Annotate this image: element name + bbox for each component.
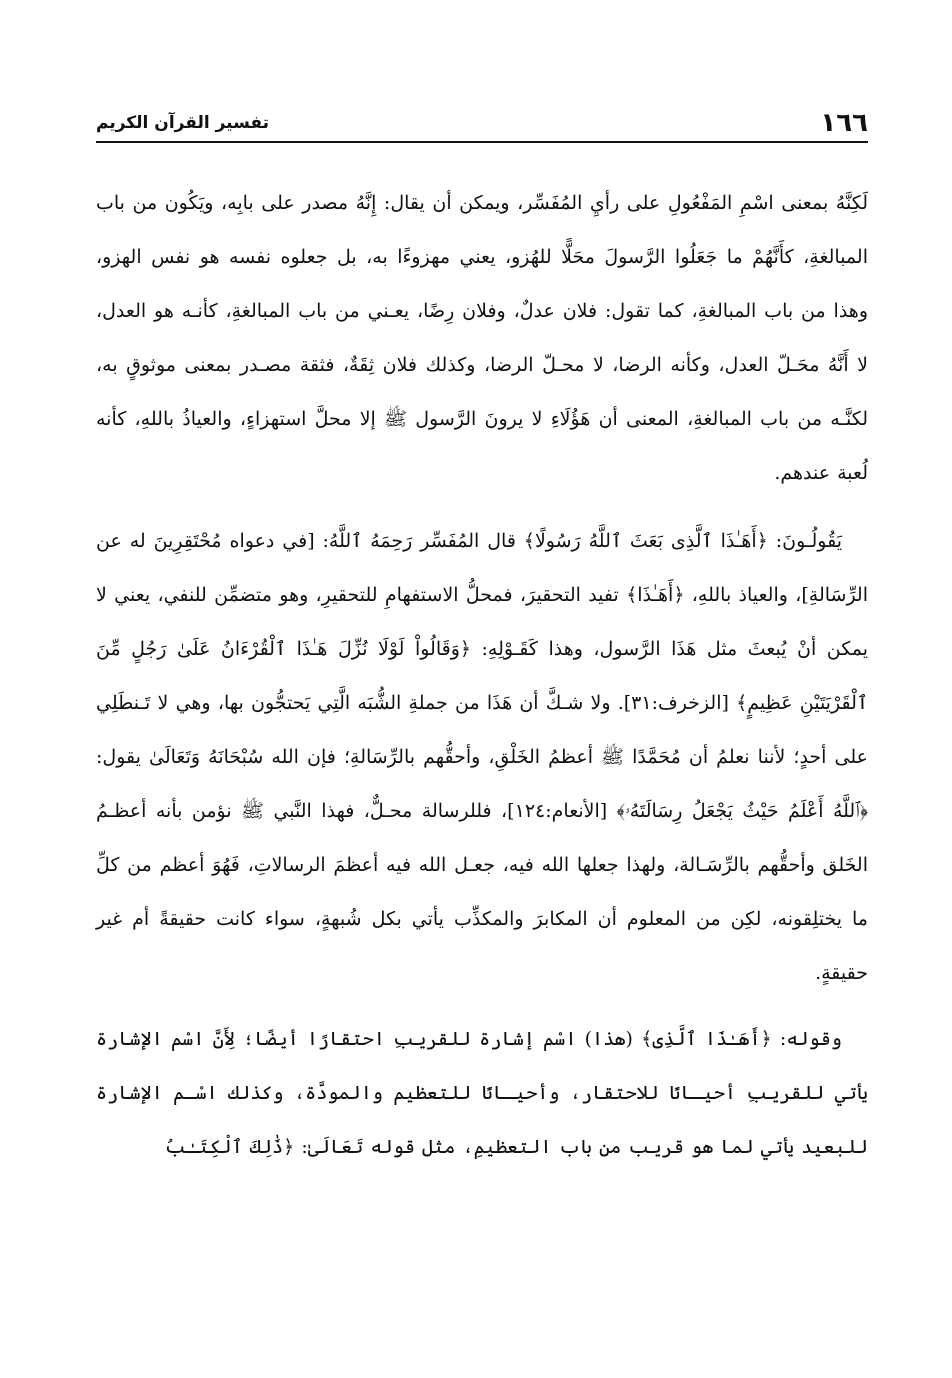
page-number: ١٦٦ (820, 108, 868, 138)
page-body (96, 176, 868, 1174)
paragraph-2: يَقُولُـونَ: ﴿أَهَـٰذَا ٱلَّذِى بَعَثَ ٱللَّهُ رَسُولًا﴾ قال المُفَسِّر رَحِمَهُ ٱللَّهُ: [في دعواه مُحْتَقِرِينَ له عن الرِّسَالةِ]، والعياذ باللهِ، ﴿أَهَـٰذَا﴾ تفيد التحقيرَ، فمحلُّ الاستفهامِ للتحقيرِ، وهو متضمِّن للنفي، يعني لا يمكن أنْ يُبعثَ مثل هَذَا الرَّسول، وهذا كَقَـوْلِهِ: ﴿وَقَالُواْ لَوْلَا نُزِّلَ هَـٰذَا ٱلْقُرْءَانُ عَلَىٰ رَجُلٍ مِّنَ ٱلْقَرْيَتَيْنِ عَظِيمٍ﴾ [الزخرف:٣١]. ولا شـكَّ أن هَذَا من جملةِ الشُّبَه الَّتِي يَحتجُّون بها، وهي لا تَـنطَلِي على أحدٍ؛ لأننا نعلمُ أن مُحَمَّدًا ﷺ أعظمُ الخَلْقِ، وأحقُّهم بالرِّسَالةِ؛ فإن الله سُبْحَانَهُ وَتَعَالَىٰ يقول: ﴿ٱللَّهُ أَعْلَمُ حَيْثُ يَجْعَلُ رِسَالَتَهُۥ﴾ [الأنعام:١٢٤]، فللرسالة محـلٌّ، فهذا النَّبي ﷺ نؤمن بأنه أعظـمُ الخَلق وأحقُّهم بالرِّسَـالة، ولهذا جعلها الله فيه، جعـل الله فيه أعظمَ الرسالاتِ، فَهُوَ أعظم من كلِّ ما يختلِقونه، لكِن من المعلوم أن المكابرَ والمكذِّب يأتي بكل شُبهةٍ، سواء كانت حقيقةً أم غير حقيقةٍ. (96, 530, 868, 984)
header-divider (96, 141, 868, 143)
paragraph-1: لَكِنَّهُ بمعنى اسْمِ المَفْعُولِ على رأيِ المُفَسِّر، ويمكن أن يقال: إِنَّهُ مصدر على بابِه، ويَكُون من باب المبالغةِ، كأَنَّهُمْ ما جَعَلُوا الرَّسولَ محَلًّا للهُزو، يعني مهزوءًا به، بل جعلوه نفسه هو نفس الهزو، وهذا من باب المبالغةِ، كما تقول: فلان عدلٌ، وفلان رِضًا، يعـني من باب المبالغةِ، كأنـه هو العدل، لا أَنَّهُ محَـلّ العدل، وكأنه الرضا، لا محـلّ الرضا، وكذلك فلان ثِقَةٌ، فثقة مصـدر بمعنى موثوقٍ به، لكنَّـه من باب المبالغةِ، المعنى أن هَؤُلَاءِ لا يرونَ الرَّسول ﷺ إلا محلَّ استهزاءٍ، والعياذُ باللهِ، كأنه لُعبة عندهم. (96, 192, 868, 484)
page-header (96, 108, 868, 138)
running-title: تفسير القرآن الكريم (96, 113, 270, 133)
paragraph-3: وقوله: ﴿أَهَـٰذَا ٱلَّذِى﴾ (هذا) اسْم إشارة للقريبِ احتقارًا أيضًا؛ لِأَنَّ اسْم الإشارة يأتي للقريبِ أحيـانًا للاحتقار، وأحيـانًا للتعظيم والمودَّة، وكذلك اسْـم الإشارة للبعيد يأتي لما هو قريب من باب التعظيمِ، مثل قوله تَعَالَىٰ: ﴿ذَٰلِكَ ٱلْكِتَـٰبُ (96, 1028, 868, 1158)
